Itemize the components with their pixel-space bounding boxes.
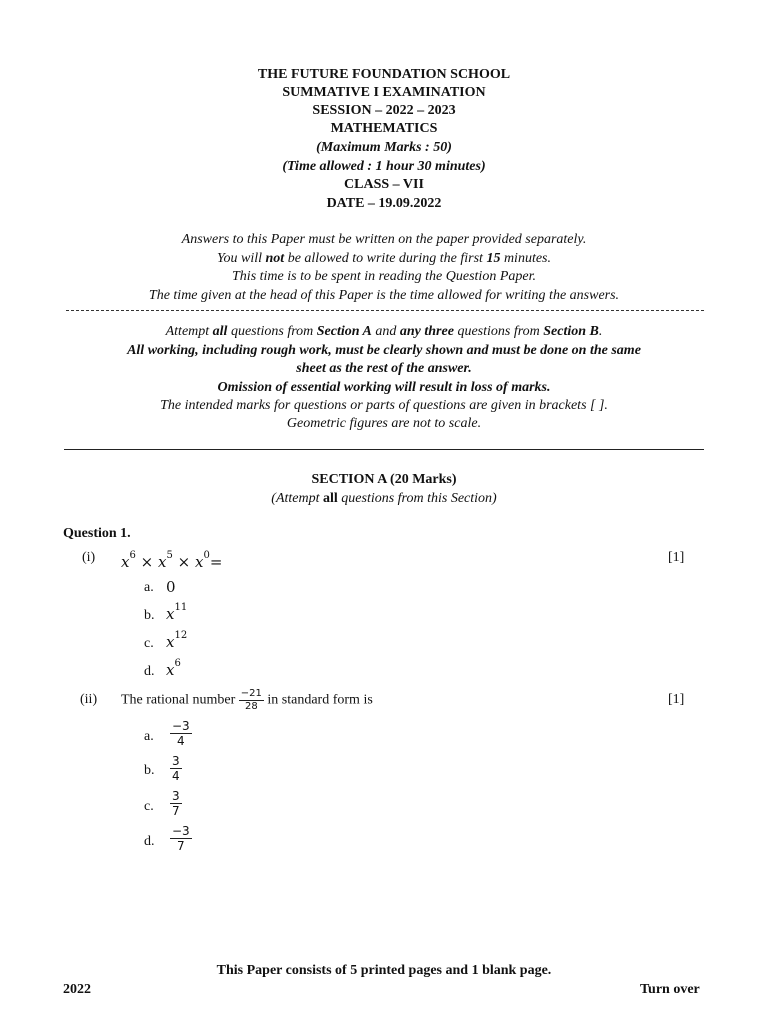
instruction-line-3: This time is to be spent in reading the Question Paper. [232,269,536,284]
exam-date: DATE – 19.09.2022 [326,196,442,211]
part-ii-option-a: $\frac{-3}{4}$ [172,719,190,748]
turn-over: Turn over [640,982,700,997]
figures-instruction: Geometric figures are not to scale. [286,416,482,431]
part-ii-number: (ii) [80,692,98,707]
part-i-number: (i) [82,550,96,565]
part-i-option-a-letter: a. [144,580,154,595]
part-ii-option-b-letter: b. [144,763,155,778]
school-name: THE FUTURE FOUNDATION SCHOOL [257,67,511,82]
working-instruction-1: All working, including rough work, must be clearly shown and must be done on the same [127,343,641,358]
pages-note: This Paper consists of 5 printed pages and 1 blank page. [216,963,552,978]
part-i-option-c-letter: c. [144,636,154,651]
part-i-option-b-letter: b. [144,608,155,623]
attempt-instruction: Attempt all questions from Section A and any three questions from Section B. [165,324,603,339]
part-i-marks: [1] [668,550,685,565]
class-label: CLASS – VII [344,177,424,192]
omission-instruction: Omission of essential working will result in loss of marks. [217,380,551,395]
part-ii-fraction: $\frac{-21}{28}$ [240,688,262,712]
part-ii-option-b: $\frac{3}{4}$ [172,754,180,783]
part-ii-question: The rational number $\frac{-21}{28}$ in standard form is [121,688,373,712]
part-i-expression: $x^6 \times x^5 \times x^0=$ [121,550,223,571]
part-i-option-b: $x^{11}$ [166,602,188,623]
marks-instruction: The intended marks for questions or parts of questions are given in brackets [ ]. [160,398,608,413]
exam-title: SUMMATIVE I EXAMINATION [282,85,486,100]
solid-divider [64,449,704,450]
max-marks: (Maximum Marks : 50) [316,140,452,155]
part-ii-option-d-letter: d. [144,834,155,849]
session: SESSION – 2022 – 2023 [312,103,456,118]
part-ii-option-a-letter: a. [144,729,154,744]
part-ii-option-d: $\frac{-3}{7}$ [172,824,190,853]
question-1-label: Question 1. [63,526,131,541]
footer-year: 2022 [63,982,91,997]
part-i-option-c: $x^{12}$ [166,630,188,651]
section-title: SECTION A (20 Marks) [311,472,457,487]
dashed-divider [66,310,704,311]
instruction-line-1: Answers to this Paper must be written on the paper provided separately. [181,232,587,247]
part-i-option-d: $x^6$ [166,658,181,679]
part-ii-marks: [1] [668,692,685,707]
subject: MATHEMATICS [330,121,438,136]
instruction-line-2: You will not be allowed to write during the first 15 minutes. [217,251,551,266]
working-instruction-2: sheet as the rest of the answer. [296,361,472,376]
part-i-option-a: 0 [166,578,176,596]
part-i-option-d-letter: d. [144,664,155,679]
time-allowed: (Time allowed : 1 hour 30 minutes) [282,159,486,174]
part-ii-option-c: $\frac{3}{7}$ [172,789,180,818]
part-ii-option-c-letter: c. [144,799,154,814]
section-note: (Attempt all questions from this Section) [271,491,497,506]
instruction-line-4: The time given at the head of this Paper is the time allowed for writing the answers. [148,288,620,303]
